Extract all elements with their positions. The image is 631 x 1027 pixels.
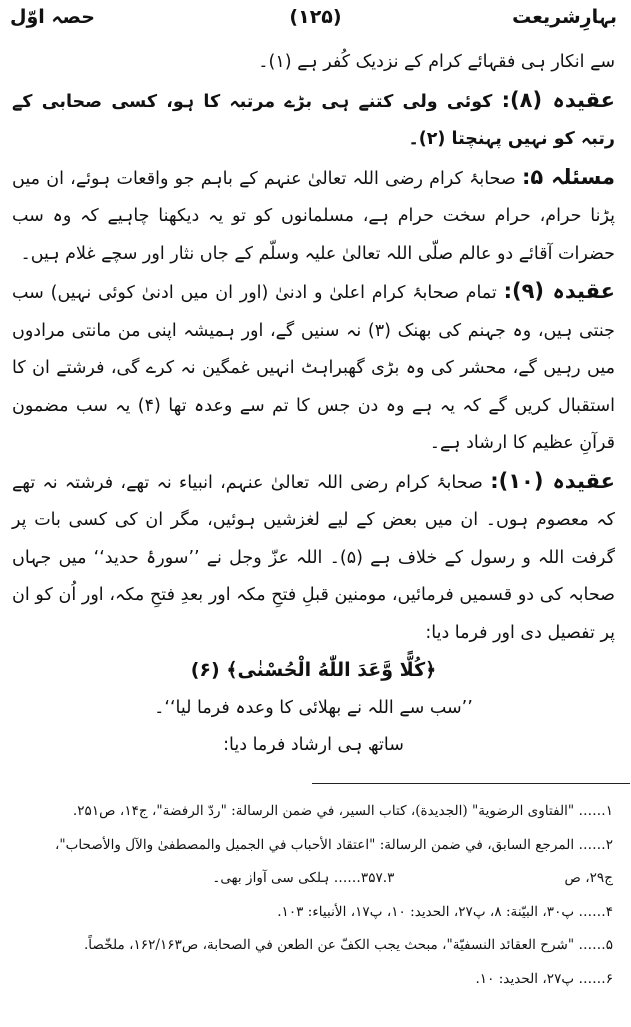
footnote-divider	[312, 783, 630, 784]
footnote-6: ۶…… پ۲۷، الحديد: ۱۰.	[475, 970, 613, 987]
page-number: (۱۲۵)	[289, 6, 342, 28]
closing-line: ساتھ ہی ارشاد فرما دیا:	[223, 735, 404, 755]
masala-5	[12, 159, 615, 274]
paragraph-intro: سے انکار ہی فقہائے کرام کے نزدیک کُفر ہے (۱)۔	[258, 52, 615, 72]
footnote-4: ۴…… پ۳۰، البيّنة: ۸، پ۲۷، الحديد: ۱۰، پ۱۷، الأنبياء: ۱۰۳.	[277, 903, 613, 920]
aqeeda-10	[12, 463, 615, 653]
masala-5-text: صحابۂ کرام رضی اللہ تعالیٰ عنہم کے باہم جو واقعات ہوئے، ان میں پڑنا حرام، حرام سخت حرام ہے، مسلمانوں کو تو یہ دیکھنا چاہیے کہ وہ سب حضرات آقائے دو عالم صلّی اللہ تعالیٰ علیہ وسلّم کے جاں نثار اور سچے غلام ہیں۔	[12, 168, 615, 264]
aqeeda-8	[12, 82, 615, 159]
footnotes	[16, 795, 613, 996]
aqeeda-9-heading: عقیدہ (۹):	[503, 279, 615, 303]
footnote-1: ۱…… "الفتاوى الرضوية" (الجديدة)، كتاب السير، في ضمن الرسالة: "ردّ الرفضة"، ج۱۴، ص۲۵۱.	[72, 803, 613, 819]
footnote-5: ۵…… "شرح العقائد النسفيّة"، مبحث يجب الكفّ عن الطعن في الصحابة، ص۱۶۲/۱۶۳، ملخّصاً.	[83, 937, 613, 953]
footnote-2-line-2	[16, 862, 613, 896]
verse-translation: ’’سب سے اللہ نے بھلائی کا وعدہ فرما لیا‘‘۔	[154, 697, 473, 718]
footnote-2: ۲…… المرجع السابق، في ضمن الرسالة: "اعتقاد الأحباب في الجميل والمصطفىٰ والآل والأصحاب"،	[54, 836, 613, 853]
aqeeda-9-text: تمام صحابۂ کرام اعلیٰ و ادنیٰ (اور ان میں ادنیٰ کوئی نہیں) سب جنتی ہیں، وہ جہنم کی بھنک (۳) نہ سنیں گے، اور ہمیشہ اپنی من مانتی مرادوں میں رہیں گے، محشر کی وہ بڑی گھبراہٹ انہیں غمگین نہ کرے گی، فرشتے ان کا استقبال کریں گے کہ یہ ہے وہ دن جس کا تم سے وعدہ تھا (۴) یہ سب مضمون قرآنِ عظیم کا ارشاد ہے۔	[12, 283, 615, 453]
footnote-3: ۳…… ہلکی سی آواز بھی۔	[212, 870, 395, 886]
aqeeda-8-heading: عقیدہ (۸):	[501, 87, 615, 112]
page-header	[0, 6, 631, 34]
book-title: بہارِشریعت	[512, 6, 617, 28]
aqeeda-8-text: کوئی ولی کتنے ہی بڑے مرتبہ کا ہو، کسی صحابی کے رتبہ کو نہیں پہنچتا (۲)۔	[12, 91, 615, 149]
aqeeda-9	[12, 273, 615, 463]
part-label: حصہ اوّل	[10, 6, 95, 28]
main-text	[12, 44, 615, 765]
masala-5-heading: مسئلہ ۵:	[521, 164, 615, 189]
footnote-2-continuation: ج۲۹، ص۳۵۷.	[360, 870, 613, 886]
aqeeda-10-heading: عقیدہ (۱۰):	[490, 468, 615, 493]
quran-verse: ﴿كُلًّا وَّعَدَ اللّٰهُ الْحُسْنٰى﴾ (۶)	[190, 659, 437, 681]
aqeeda-10-text: صحابۂ کرام رضی اللہ تعالیٰ عنہم، انبیاء نہ تھے، فرشتہ نہ تھے کہ معصوم ہوں۔ ان میں بعض کے لیے لغزشیں ہوئیں، مگر ان کی کسی بات پر گرفت اللہ و رسول کے خلاف ہے (۵)۔ اللہ عزّ وجل نے ’’سورۂ حدید‘‘ میں جہاں صحابہ کی دو قسمیں فرمائیں، مومنین قبلِ فتحِ مکہ اور بعدِ فتحِ مکہ، اور اُن کو ان پر تفصیل دی اور فرما دیا:	[12, 472, 615, 643]
